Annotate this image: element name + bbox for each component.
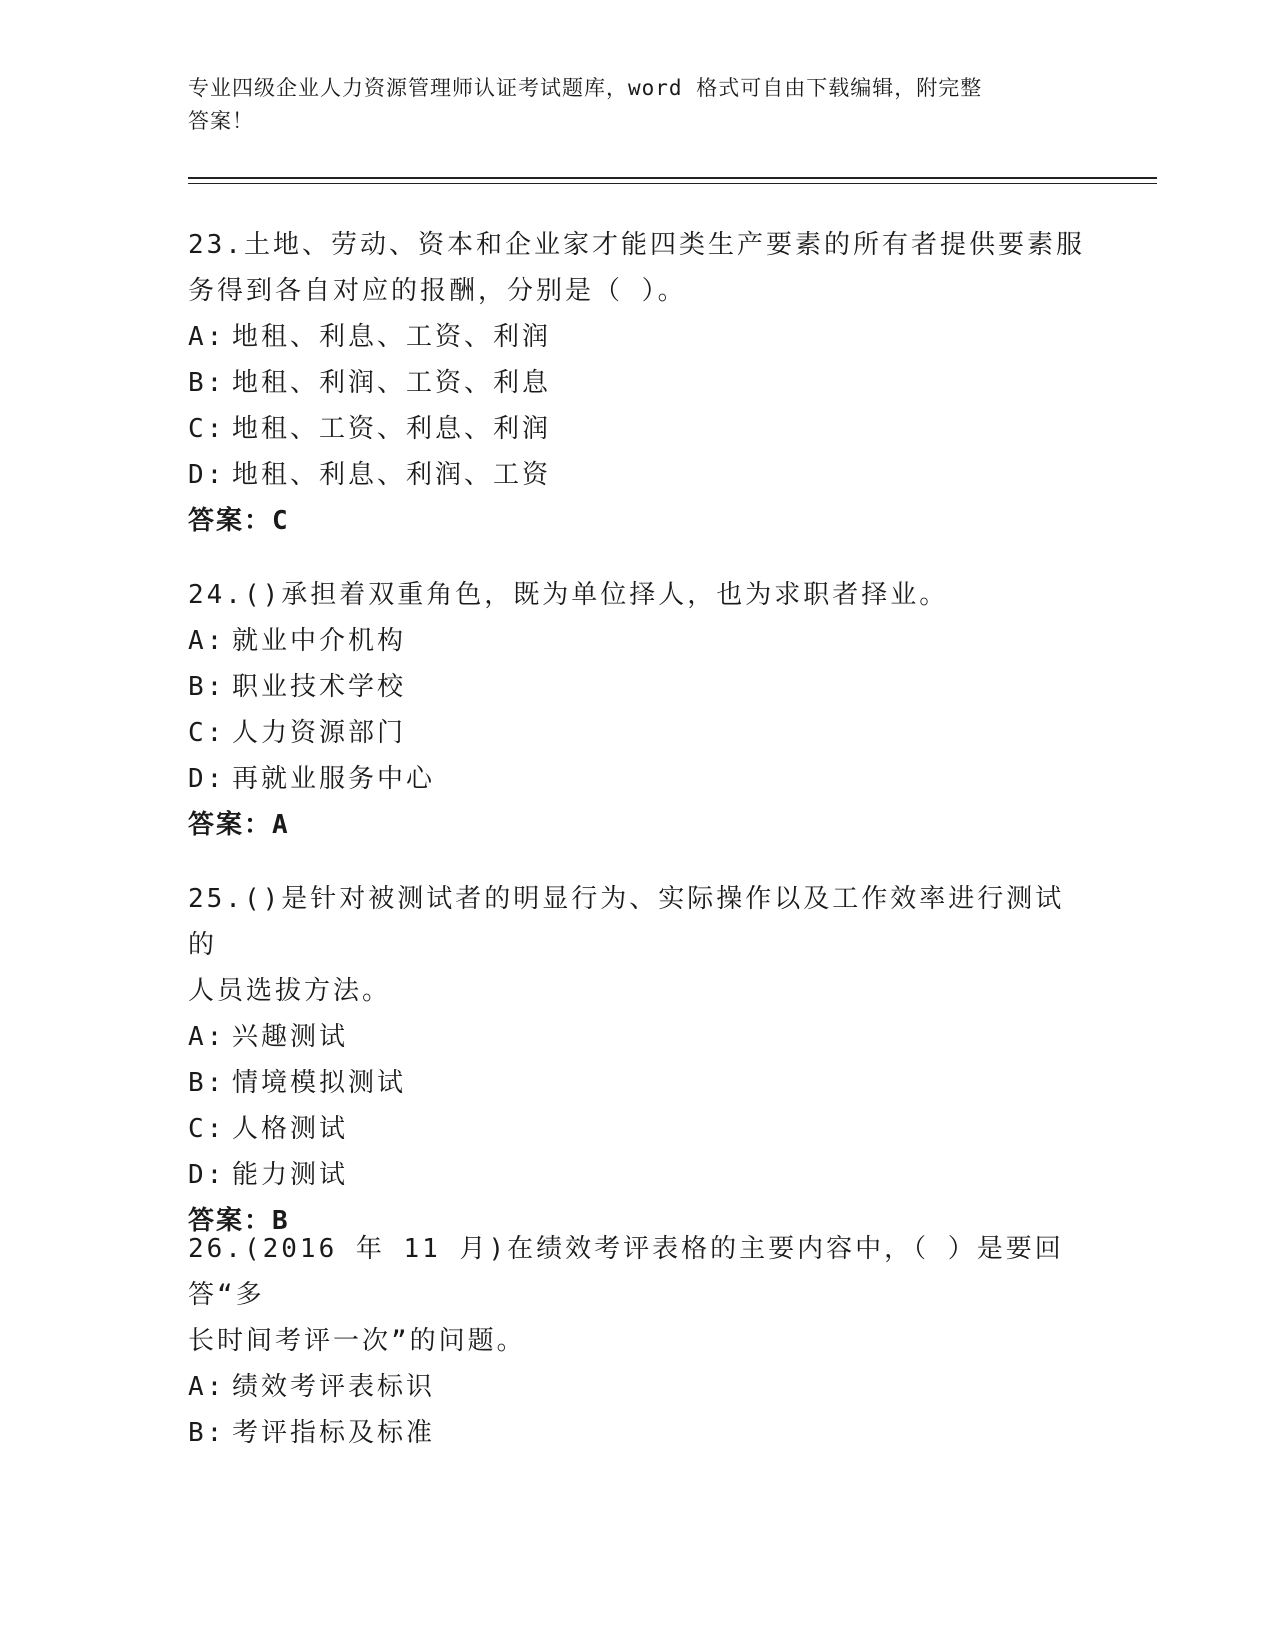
answer-line <box>188 802 1088 848</box>
header-line-1: 专业四级企业人力资源管理师认证考试题库，word 格式可自由下载编辑，附完整 <box>188 76 983 100</box>
option-a <box>188 314 1088 360</box>
option-key: A: <box>188 1372 226 1402</box>
option-text: 情境模拟测试 <box>232 1068 407 1098</box>
option-key: A: <box>188 322 226 352</box>
option-key: D: <box>188 764 226 794</box>
option-key: B: <box>188 1418 226 1448</box>
option-b <box>188 1410 1088 1456</box>
option-text: 就业中介机构 <box>232 626 407 656</box>
question-26 <box>188 1226 1088 1456</box>
option-d <box>188 1152 1088 1198</box>
answer-label: 答案： <box>188 810 273 840</box>
question-stem: 24.()承担着双重角色，既为单位择人，也为求职者择业。 <box>188 580 949 610</box>
document-header <box>188 72 1068 138</box>
option-key: A: <box>188 1022 226 1052</box>
option-key: C: <box>188 718 226 748</box>
option-text: 职业技术学校 <box>232 672 407 702</box>
option-text: 兴趣测试 <box>232 1022 349 1052</box>
header-line-2: 答案！ <box>188 109 254 133</box>
option-key: B: <box>188 368 226 398</box>
answer-value: A <box>272 810 290 840</box>
option-key: C: <box>188 1114 226 1144</box>
header-divider-top <box>188 177 1157 179</box>
option-b <box>188 1060 1088 1106</box>
option-d <box>188 452 1088 498</box>
question-24 <box>188 572 1088 848</box>
option-text: 人力资源部门 <box>232 718 407 748</box>
option-key: D: <box>188 460 226 490</box>
option-text: 考评指标及标准 <box>232 1418 436 1448</box>
option-text: 地租、利润、工资、利息 <box>232 368 552 398</box>
option-text: 地租、工资、利息、利润 <box>232 414 552 444</box>
option-d <box>188 756 1088 802</box>
option-c <box>188 406 1088 452</box>
question-stem: 25.()是针对被测试者的明显行为、实际操作以及工作效率进行测试的 <box>188 884 1065 960</box>
option-b <box>188 664 1088 710</box>
option-text: 地租、利息、工资、利润 <box>232 322 552 352</box>
option-key: C: <box>188 414 226 444</box>
option-a <box>188 1364 1088 1410</box>
question-stem-continued: 长时间考评一次”的问题。 <box>188 1326 526 1356</box>
option-text: 地租、利息、利润、工资 <box>232 460 552 490</box>
option-a <box>188 618 1088 664</box>
question-stem: 26.(2016 年 11 月)在绩效考评表格的主要内容中，（ ）是要回答“多 <box>188 1234 1064 1310</box>
answer-label: 答案： <box>188 506 273 536</box>
answer-label: 答案： <box>188 1206 273 1236</box>
option-key: D: <box>188 1160 226 1190</box>
option-a <box>188 1014 1088 1060</box>
answer-value: B <box>272 1206 290 1236</box>
option-key: A: <box>188 626 226 656</box>
question-stem-continued: 务得到各自对应的报酬，分别是（ ）。 <box>188 276 687 306</box>
option-c <box>188 710 1088 756</box>
option-text: 绩效考评表标识 <box>232 1372 436 1402</box>
answer-line <box>188 498 1088 544</box>
question-stem: 23.土地、劳动、资本和企业家才能四类生产要素的所有者提供要素服 <box>188 230 1085 260</box>
answer-value: C <box>272 506 290 536</box>
question-stem-continued: 人员选拔方法。 <box>188 976 392 1006</box>
header-divider-bottom <box>188 183 1157 184</box>
option-text: 再就业服务中心 <box>232 764 436 794</box>
question-23 <box>188 222 1088 544</box>
option-c <box>188 1106 1088 1152</box>
option-key: B: <box>188 672 226 702</box>
question-25 <box>188 876 1088 1244</box>
option-b <box>188 360 1088 406</box>
option-key: B: <box>188 1068 226 1098</box>
option-text: 人格测试 <box>232 1114 349 1144</box>
option-text: 能力测试 <box>232 1160 349 1190</box>
